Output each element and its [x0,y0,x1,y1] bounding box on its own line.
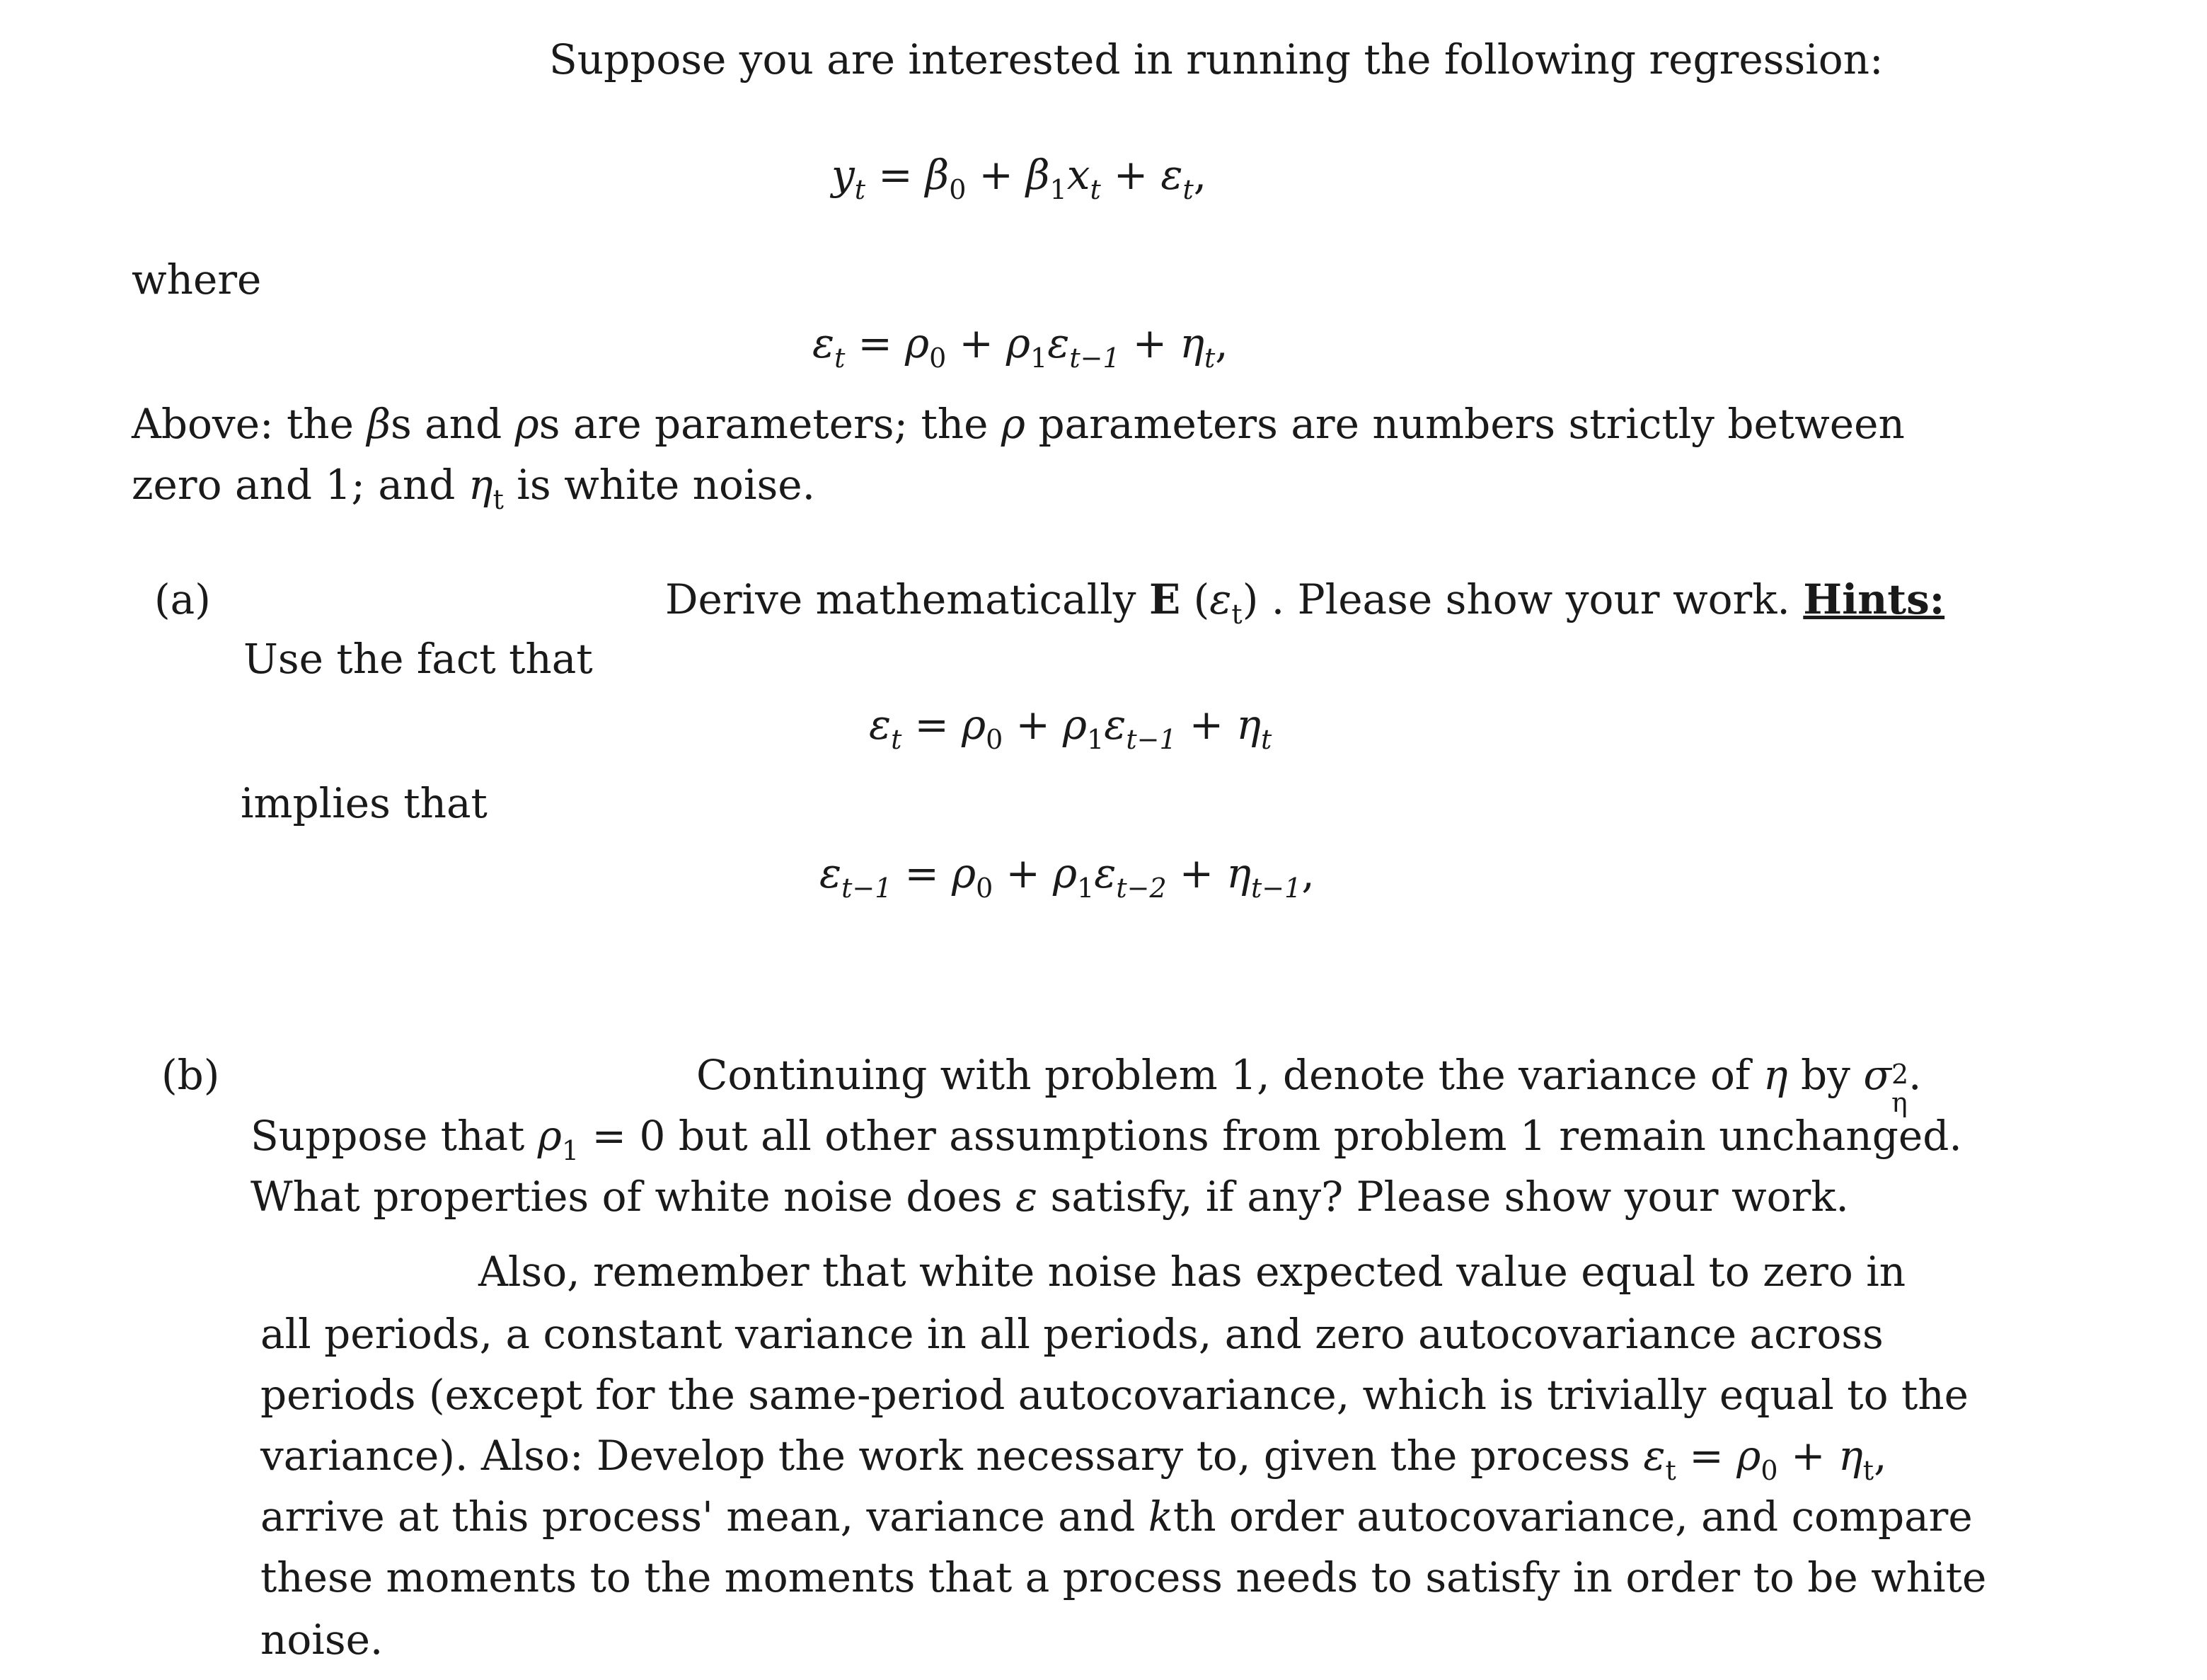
hint-equation-2: $\varepsilon_{t-1} = \rho_0 + \rho_1\varepsilon_{t-2} + \eta_{t-1}$, [819,849,1315,904]
part-b-line1: Continuing with problem 1, denote the variance of η by σ 2 η . [696,1051,1922,1118]
intro-line: Suppose you are interested in running the following regression: [549,35,1884,84]
part-b-line3: What properties of white noise does ε satisfy, if any? Please show your work. [250,1173,1849,1221]
use-fact-text: Use the fact that [243,635,593,683]
where-label: where [132,255,262,304]
parameters-description-line2: zero and 1; and $\eta_t$ is white noise. [132,461,816,515]
part-a-question: Derive mathematically E $(\varepsilon_t)$ . Please show your work. Hints: [665,575,1945,630]
part-a-label: (a) [154,575,211,623]
remember-para-line6: these moments to the moments that a process needs to satisfy in order to be white [260,1553,1987,1601]
part-b-line2: Suppose that $\rho_1 = 0$ but all other assumptions from problem 1 remain unchanged. [250,1112,1962,1166]
hints-label: Hints: [1803,575,1945,623]
remember-para-line5: arrive at this process' mean, variance and kth order autocovariance, and compare [260,1492,1973,1541]
remember-para-line3: periods (except for the same-period autocovariance, which is trivially equal to the [260,1371,1969,1419]
remember-para-line7: noise. [260,1616,384,1664]
part-b-label: (b) [161,1051,220,1099]
regression-equation: $y_t = \beta_0 + \beta_1x_t + \varepsilon_t$, [831,151,1207,205]
remember-para-line4: variance). Also: Develop the work necessary to, given the process $\varepsilon_t = \rho_0 + \eta_t$, [260,1432,1887,1486]
implies-text: implies that [241,779,488,827]
error-process-equation: $\varepsilon_t = \rho_0 + \rho_1\varepsilon_{t-1} + \eta_t$, [812,319,1228,374]
parameters-description-line1: Above: the βs and ρs are parameters; the ρ parameters are numbers strictly between [132,400,1905,448]
hint-equation-1: $\varepsilon_t = \rho_0 + \rho_1\varepsilon_{t-1} + \eta_t$ [869,701,1272,755]
remember-para-line1: Also, remember that white noise has expected value equal to zero in [478,1248,1906,1296]
remember-para-line2: all periods, a constant variance in all periods, and zero autocovariance across [260,1310,1884,1358]
